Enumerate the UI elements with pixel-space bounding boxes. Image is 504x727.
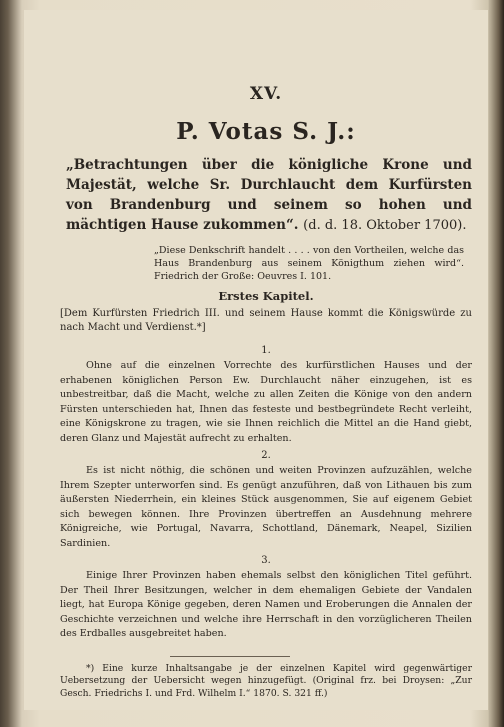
paragraph: Es ist nicht nöthig, die schönen und weiten Provinzen aufzuzählen, welche Ihrem Szepter unterworfen sind. Es genügt anzuführen, daß von Lithauen bis zum äußersten Niederrhein, ein kleines Stück ausgenommen, Sie auf eigenem Gebiet sich bewegen können. Ihre Provinzen übertreffen an Ausdehnung mehrere Königreiche, wie Portugal, Navarra, Schottland, Dänemark, Neapel, Sizilien Sardinien. xyxy=(60,465,472,549)
paragraph-number: 3. xyxy=(261,555,271,566)
paragraph: Einige Ihrer Provinzen haben ehemals selbst den königlichen Titel geführt. Der Theil Ihrer Besitzungen, welcher in dem ehemaligen Gebiete der Vandalen liegt, hat Europa Könige gegeben, deren Namen und Eroberungen die Annalen der Geschichte verzeichnen und welche ihre Herrschaft in den vorzüglicheren Theilen des Erdballes ausgebreitet haben. xyxy=(60,570,472,639)
page-content xyxy=(60,84,472,700)
paragraph-number: 1. xyxy=(261,345,271,356)
title-date: (d. d. 18. Oktober 1700). xyxy=(303,218,467,233)
epigraph-quote: „Diese Denkschrift handelt . . . . von den Vortheilen, welche das Haus Brandenburg aus seinem Königthum ziehen wird“. Friedrich der Große: Oeuvres I. 101. xyxy=(154,245,464,282)
footnote-divider xyxy=(170,656,290,657)
author-heading: P. Votas S. J.: xyxy=(176,118,356,145)
section-heading: Erstes Kapitel. xyxy=(218,289,314,303)
paragraph: Ohne auf die einzelnen Vorrechte des kurfürstlichen Hauses und der erhabenen königlichen Person Ew. Durchlaucht näher einzugehen, ist es unbestreitbar, daß die Macht, welche zu allen Zeiten die Könige von den andern Fürsten unterschieden hat, Ihnen das festeste und bestbegründete Recht verleiht, eine Königskrone zu tragen, wie sie Ihnen reichlich die Mittel an die Hand giebt, deren Glanz und Majestät aufrecht zu erhalten. xyxy=(60,360,472,444)
title-text: „Betrachtungen über die königliche Krone und Majestät, welche Sr. Durchlaucht dem Kurfürsten von Brandenburg und seinem so hohen und mächtigen Hause zukommen“. xyxy=(66,157,472,233)
chapter-number: XV. xyxy=(249,84,283,104)
footnote: *) Eine kurze Inhaltsangabe je der einzelnen Kapitel wird gegenwärtiger Uebersetzung der Uebersicht wegen hinzugefügt. (Original frz. bei Droysen: „Zur Gesch. Friedrichs I. und Frd. Wilhelm I.“ 1870. S. 321 ff.) xyxy=(60,662,472,699)
paragraph-number: 2. xyxy=(261,450,271,461)
book-edge xyxy=(490,0,504,727)
section-summary: [Dem Kurfürsten Friedrich III. und seinem Hause kommt die Königswürde zu nach Macht und Verdienst.*] xyxy=(60,308,472,333)
document-title xyxy=(66,155,472,236)
